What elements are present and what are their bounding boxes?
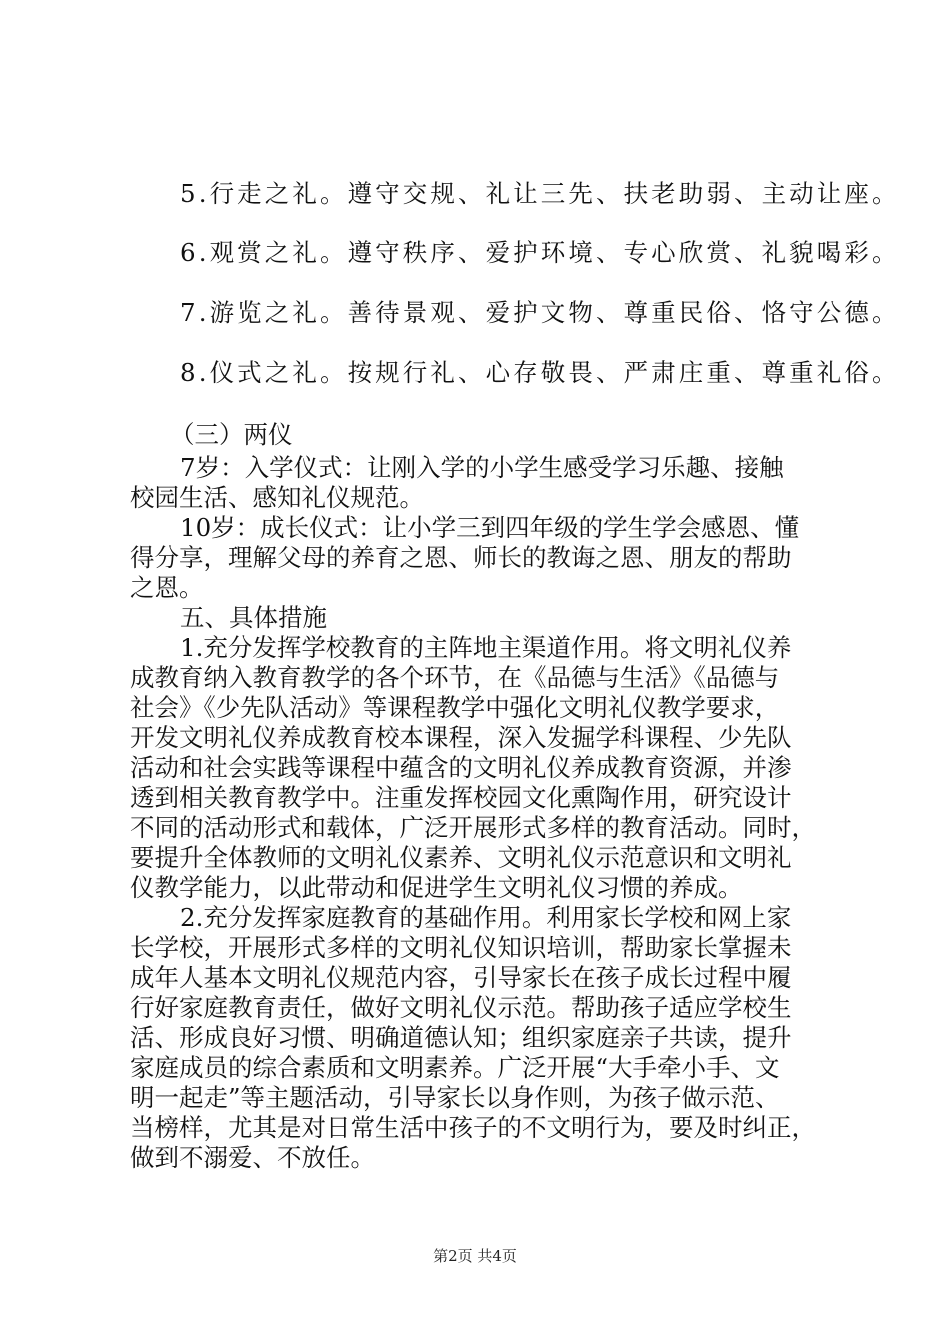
measure2-line: 活、形成良好习惯、明确道德认知；组织家庭亲子共读，提升 [130,1023,792,1052]
ceremony-age7-line: 校园生活、感知礼仪规范。 [130,483,424,512]
ceremony-age7-line: 7岁：入学仪式：让刚入学的小学生感受学习乐趣、接触 [180,453,784,482]
measure1-line: 1.充分发挥学校教育的主阵地主渠道作用。将文明礼仪养 [180,633,792,662]
ceremony-age10-line: 之恩。 [130,573,204,602]
ritual-item-6: 6.观赏之礼。遵守秩序、爱护环境、专心欣赏、礼貌喝彩。 [180,238,900,267]
measure2-line: 做到不溺爱、不放任。 [130,1143,375,1172]
measure2-line: 当榜样，尤其是对日常生活中孩子的不文明行为，要及时纠正， [130,1113,816,1142]
ceremony-age10-line: 10岁：成长仪式：让小学三到四年级的学生学会感恩、懂 [180,513,800,542]
measure1-line: 不同的活动形式和载体，广泛开展形式多样的教育活动。同时， [130,813,816,842]
measure1-line: 社会》《少先队活动》等课程教学中强化文明礼仪教学要求， [130,693,780,722]
measure2-line: 家庭成员的综合素质和文明素养。广泛开展“大手牵小手、文 [130,1053,780,1082]
ritual-item-8: 8.仪式之礼。按规行礼、心存敬畏、严肃庄重、尊重礼俗。 [180,358,900,387]
ritual-item-7: 7.游览之礼。善待景观、爱护文物、尊重民俗、恪守公德。 [180,298,900,327]
ceremony-age10-line: 得分享，理解父母的养育之恩、师长的教诲之恩、朋友的帮助 [130,543,792,572]
measure1-line: 透到相关教育教学中。注重发挥校园文化熏陶作用，研究设计 [130,783,792,812]
measure2-line: 2.充分发挥家庭教育的基础作用。利用家长学校和网上家 [180,903,792,932]
measure1-line: 仪教学能力，以此带动和促进学生文明礼仪习惯的养成。 [130,873,743,902]
section-heading-measures: 五、具体措施 [180,603,327,632]
ritual-item-5: 5.行走之礼。遵守交规、礼让三先、扶老助弱、主动让座。 [180,179,900,208]
measure2-line: 成年人基本文明礼仪规范内容，引导家长在孩子成长过程中履 [130,963,792,992]
measure2-line: 长学校，开展形式多样的文明礼仪知识培训，帮助家长掌握未 [130,933,792,962]
measure1-line: 开发文明礼仪养成教育校本课程，深入发掘学科课程、少先队 [130,723,792,752]
measure2-line: 行好家庭教育责任，做好文明礼仪示范。帮助孩子适应学校生 [130,993,792,1022]
page-number-footer: 第2页 共4页 [433,1247,517,1265]
section-heading-two-ceremonies: （三）两仪 [170,420,293,449]
measure1-line: 要提升全体教师的文明礼仪素养、文明礼仪示范意识和文明礼 [130,843,792,872]
measure1-line: 活动和社会实践等课程中蕴含的文明礼仪养成教育资源，并渗 [130,753,792,782]
measure2-line: 明一起走”等主题活动，引导家长以身作则，为孩子做示范、 [130,1083,780,1112]
measure1-line: 成教育纳入教育教学的各个环节，在《品德与生活》《品德与 [130,663,780,692]
